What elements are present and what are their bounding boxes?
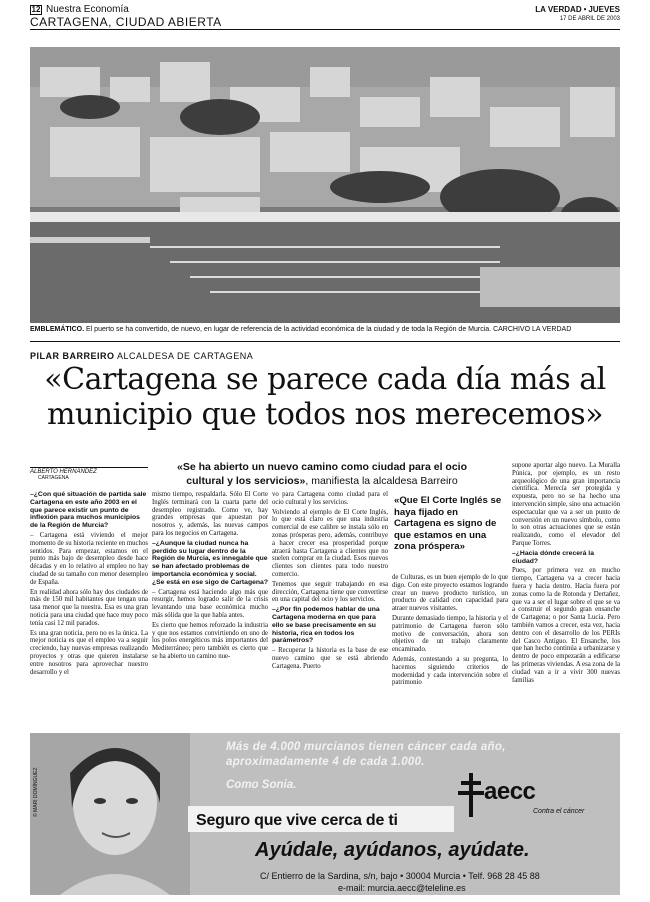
question: –¿Por fin podemos hablar de una Cartagena moderna en que para ello se base precisamente en su historia, rica en todos los parámetros? [272,606,380,645]
pull-quote: «Que El Corte Inglés se haya fijado en Cartagena es signo de que estamos en una zona próspera» [394,495,502,552]
answer-paragraph: supone aportar algo nuevo. La Muralla Púnica, por ejemplo, es un resto arqueológico de una gran importancia científica. Merecía ser protegida y expuesta, pero no se ha hecho una intervención simple, sino una actuación espectacular que va a ser un punto de conversión en un nuevo símbolo, como lo son otras actuaciones que se están realizando, como el elevador del Parque Torres. [512,462,620,547]
caption-rule [30,341,620,342]
article-column-4 [392,574,508,723]
aecc-advertisement [30,733,620,895]
subhead-bold2: cultural y los servicios» [186,475,306,487]
answer-paragraph: Durante demasiado tiempo, la historia y el patrimonio de Cartagena fueron sólo motivo de conversación, ahora son objetivo de un trabajo claramente encaminado. [392,614,508,654]
portrait-art [30,733,190,895]
ad-band-text: Seguro que vive cerca de ti [196,812,398,829]
article-column-1 [30,491,148,723]
subheadline [154,460,490,488]
photo-credit: CARCHIVO LA VERDAD [493,326,572,333]
question: –¿Hacia dónde crecerá la ciudad? [512,549,594,565]
headline-line2: municipio que todos nos merecemos» [46,397,604,432]
answer-paragraph: En realidad ahora sólo hay dos ciudades de más de 150 mil habitantes que tengan una tasa menor que la nuestra. Esa es una gran noticia para una ciudad que hace muy poco tenía casi 12 mil parados. [30,588,148,627]
answer-paragraph: de Culturas, es un buen ejemplo de lo que digo. Con este proyecto estamos logrando crear un nuevo producto turístico, un producto de calidad con capacidad para atraer nuevos visitantes. [392,574,508,613]
headline [30,362,620,432]
issue-date: 17 DE ABRIL DE 2003 [559,16,620,22]
question: –¿Aunque la ciudad nunca ha perdido su lugar dentro de la Región de Murcia, es innegable que se han afectado problemas de importancia económica y social. ¿Se está en ese sigo de Cartagena? [152,539,268,586]
answer-paragraph: – Recuperar la historia es la base de ese nuevo camino que se está abriendo Cartagena. Puerto [272,647,388,670]
answer-paragraph: Pues, por primera vez en mucho tiempo, Cartagena va a crecer hacia fuera y hacia dentro. Hacia fuera por zonas como la de Rotonda y Dertañez, que va a ser el lugar sobre el que se va a construir el segundo gran ensanche de Cartagena; o por Santa Lucía. Pero también vamos a crecer, esta vez, hacia dentro con el desarrollo de los PERIs del Casco Antiguo. El Ensanche, los que han hecho continúa a urbanizarse y dentro de poco empezarán a edificarse las primeras viviendas. A esa zona de la ciudad van a ir a vivir 300 nuevas familias [512,567,620,684]
harbour-photo-art [30,47,620,323]
author-place: CARTAGENA [38,475,69,481]
ad-line-3: Como Sonia. [226,779,297,791]
ad-address: C/ Entierro de la Sardina, s/n, bajo • 30004 Murcia • Telf. 968 28 45 88 [260,871,540,881]
newspaper-name: LA VERDAD • JUEVES [535,5,620,14]
interviewee-role: ALCALDESA DE CARTAGENA [117,351,254,361]
answer-paragraph: – Cartagena está haciendo algo más que resurgir, hemos logrado salir de la crisis levantando una base económica mucho más sólida que la que había antes. [152,588,268,619]
author-name: ALBERTO HERNÁNDEZ [30,467,148,475]
photo-credit: © MARI DOMÍNGUEZ [33,767,39,817]
caption-label: EMBLEMÁTICO. [30,326,85,333]
subhead-rest: , manifiesta la alcaldesa Barreiro [305,475,458,487]
double-cross-icon [458,773,484,817]
page-number: 12 [31,5,41,14]
subsection-title: CARTAGENA, CIUDAD ABIERTA [30,15,222,29]
ad-email: e-mail: murcia.aecc@teleline.es [338,883,466,893]
article-column-3 [272,491,388,723]
aecc-logo: aecc [484,778,536,805]
answer-paragraph: Es cierto que hemos reforzado la industria y que nos estamos convirtiendo en uno de los polos energéticos más importantes del Mediterráneo; pero también es cierto que se ha abierto un camino nue- [152,621,268,660]
answer-paragraph: Es una gran noticia, pero no es la única. La mejor noticia es que el empleo va a seguir creciendo, hay nuevas empresas realizando proyectos y otras que quieren instalarse entre nosotros para aprovechar nuestro desarrollo y el [30,629,148,676]
interviewee-line [30,351,253,361]
ad-call-to-action: Ayúdale, ayúdanos, ayúdate. [255,839,530,861]
answer-paragraph: Además, contestando a su pregunta, lo hacemos siguiendo criterios de modernidad y cada intervención sobre el patrimonio [392,655,508,687]
answer-paragraph: mismo tiempo, respaldarla. Sólo El Corte Inglés terminará con la cuarta parte del desempleo registrado. Como ve, hay grandes empresas que apuestan por nosotros y, además, las nuevas campos para los negocios en Cartagena. [152,491,268,537]
answer-paragraph: – Cartagena está viviendo el mejor momento de su historia reciente en muchos sentidos. Para empezar, estamos en el punto más bajo de desempleo desde hace décadas y en lo relativo al empleo no hay ciudad de su tamaño con menor desempleo de España. [30,531,148,586]
answer-paragraph: Volviendo al ejemplo de El Corte Inglés, lo que está claro es que una industria comercial de ese calibre se instala sólo en zonas prósperas pero, además, contribuye a hacer crecer esa prosperidad porque atraerá hasta Cartagena a clientes que no suelen comprar en la ciudad. Esos nuevos clientes son clientes para todo nuestro comercio. [272,508,388,578]
answer-paragraph: Tenemos que seguir trabajando en esa dirección, Cartagena tiene que convertirse en una capital del ocio y los servicios. [272,580,388,604]
header-rule [30,29,620,30]
photo-caption [30,326,620,333]
question: –¿Con qué situación de partida sale Cartagena en este año 2003 en el que parece existir un punto de inflexión para muchos municipios de la Región de Murcia? [30,491,147,530]
ad-line-1: Más de 4.000 murcianos tienen cáncer cada año, [226,741,506,753]
newspaper-title: LA VERDAD [535,5,582,14]
caption-text: El puerto se ha convertido, de nuevo, en lugar de referencia de la actividad económica de la ciudad y de toda la Región de Murcia. [86,326,492,333]
interviewee-name: PILAR BARREIRO [30,351,115,361]
harbour-photo [30,47,620,323]
portrait-photo [30,733,190,895]
ad-line-2: aproximadamente 4 de cada 1.000. [226,756,425,768]
answer-paragraph: vo para Cartagena como ciudad para el ocio cultural y los servicios. [272,491,388,506]
aecc-tagline: Contra el cáncer [533,808,585,815]
section-title: Nuestra Economía [46,4,129,15]
headline-line1: «Cartagena se parece cada día más al [44,362,606,397]
weekday: JUEVES [588,5,620,14]
article-column-5 [512,462,620,723]
article-column-2 [152,491,268,723]
subhead-bold1: «Se ha abierto un nuevo camino como ciudad para el ocio [177,461,467,473]
